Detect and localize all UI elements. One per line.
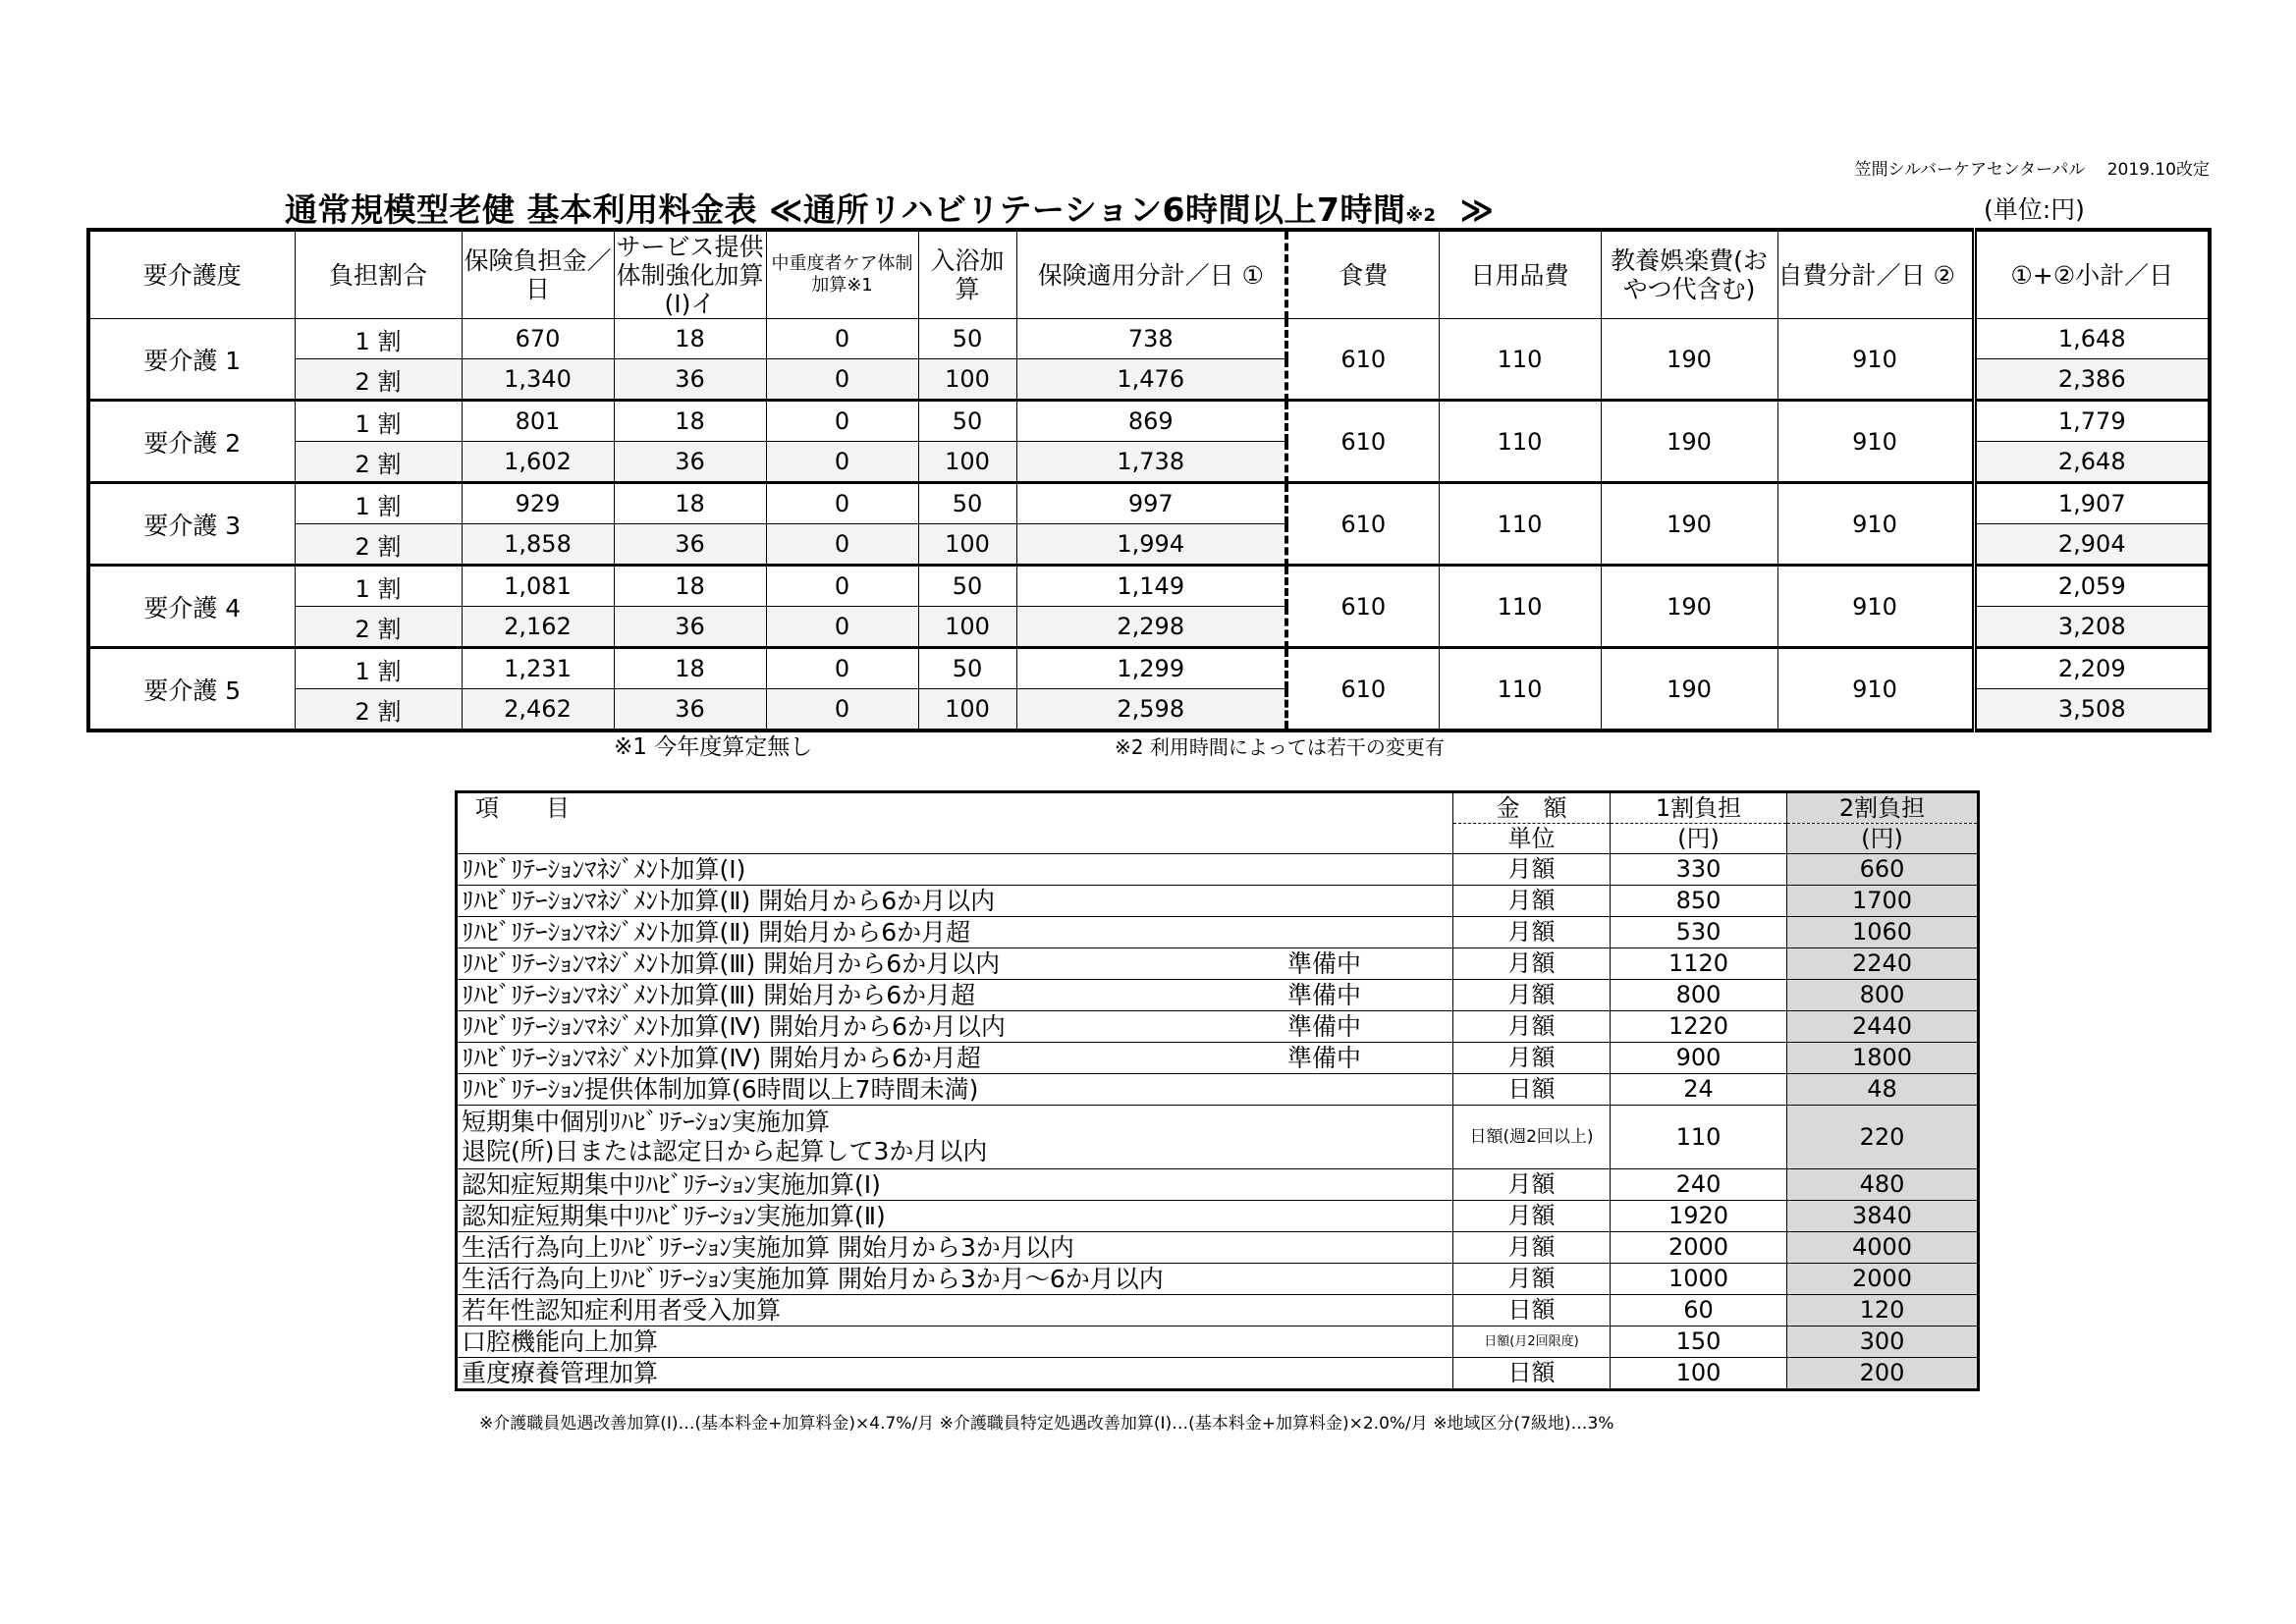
addon-status: 準備中 [1287,1012,1362,1041]
addon-two-fee: 2240 [1787,948,1979,980]
addon-item-label: ﾘﾊﾋﾞﾘﾃｰｼｮﾝﾏﾈｼﾞﾒﾝﾄ加算(Ⅰ) [462,855,746,884]
addon-two-fee: 300 [1787,1326,1979,1358]
col-grand-subtotal: ①+②小計／日 [1974,230,2210,319]
insurance-subtotal: 1,299 [1016,648,1286,689]
grand-subtotal: 2,648 [1974,442,2210,483]
care-addition: 0 [766,524,918,566]
title-main: 通常規模型老健 基本利用料金表 ≪通所リハビリテーション6時間以上7時間 [285,190,1406,229]
insurance-subtotal: 1,738 [1016,442,1286,483]
addon-two-fee: 120 [1787,1295,1979,1326]
leisure-fee: 190 [1601,483,1777,566]
insurance-subtotal: 2,298 [1016,607,1286,648]
col-burden-ratio: 負担割合 [295,230,462,319]
service-addition: 18 [614,566,766,607]
addon-unit: 月額 [1453,917,1611,948]
service-addition: 36 [614,442,766,483]
addon-one-fee: 1920 [1611,1201,1787,1232]
col-daily-goods: 日用品費 [1439,230,1601,319]
basic-fee-table [86,228,2212,732]
addon-two-fee: 660 [1787,854,1979,886]
care-addition: 0 [766,401,918,442]
burden-ratio: 1 割 [295,648,462,689]
addon-one-fee: 1120 [1611,948,1787,980]
insurance-burden: 1,858 [462,524,614,566]
col-care-addition: 中重度者ケア体制加算※1 [766,230,918,319]
insurance-burden: 1,340 [462,359,614,401]
addon-one-fee: 1220 [1611,1011,1787,1043]
col-leisure: 教養娯楽費(おやつ代含む) [1601,230,1777,319]
addon-unit: 月額 [1453,1264,1611,1295]
main-table-header [88,230,2210,319]
service-addition: 18 [614,319,766,359]
addon-unit: 月額 [1453,948,1611,980]
addon-item [457,1295,1453,1326]
addon-col-two-yen: (円) [1787,824,1979,854]
insurance-subtotal: 1,476 [1016,359,1286,401]
care-addition: 0 [766,483,918,524]
col-self-subtotal: 自費分計／日 ② [1777,230,1974,319]
page-title [285,185,1495,231]
addon-two-fee: 1700 [1787,886,1979,917]
addon-row [457,1201,1979,1232]
service-addition: 18 [614,648,766,689]
grand-subtotal: 1,779 [1974,401,2210,442]
addon-status: 準備中 [1287,1044,1362,1072]
meal-fee: 610 [1286,566,1439,648]
addon-two-fee: 1800 [1787,1043,1979,1074]
col-insurance-subtotal: 保険適用分計／日 ① [1016,230,1286,319]
daily-goods-fee: 110 [1439,319,1601,401]
addon-unit: 月額 [1453,1011,1611,1043]
addon-two-fee: 220 [1787,1106,1979,1169]
self-subtotal: 910 [1777,566,1974,648]
insurance-burden: 929 [462,483,614,524]
addon-unit: 月額 [1453,1232,1611,1264]
addon-item-label: 認知症短期集中ﾘﾊﾋﾞﾘﾃｰｼｮﾝ実施加算(Ⅱ) [462,1202,886,1230]
meal-fee: 610 [1286,483,1439,566]
bath-addition: 50 [918,483,1016,524]
addon-item-label: ﾘﾊﾋﾞﾘﾃｰｼｮﾝ提供体制加算(6時間以上7時間未満) [462,1075,979,1104]
addon-item [457,980,1453,1011]
insurance-burden: 1,231 [462,648,614,689]
addon-item-label: 生活行為向上ﾘﾊﾋﾞﾘﾃｰｼｮﾝ実施加算 開始月から3か月以内 [462,1233,1074,1262]
meal-fee: 610 [1286,401,1439,483]
care-addition: 0 [766,607,918,648]
addon-status: 準備中 [1287,981,1362,1009]
grand-subtotal: 1,648 [1974,319,2210,359]
insurance-subtotal: 1,149 [1016,566,1286,607]
leisure-fee: 190 [1601,401,1777,483]
addon-item [457,854,1453,886]
bath-addition: 50 [918,401,1016,442]
col-insurance-burden: 保険負担金／日 [462,230,614,319]
addon-col-unit: 単位 [1453,824,1611,854]
addon-item-label: 若年性認知症利用者受入加算 [462,1296,782,1325]
addon-unit: 月額 [1453,886,1611,917]
addon-unit: 月額 [1453,1043,1611,1074]
addon-row [457,886,1979,917]
addon-unit: 月額 [1453,1169,1611,1201]
unit-label: (単位:円) [1984,195,2085,224]
grand-subtotal: 2,386 [1974,359,2210,401]
leisure-fee: 190 [1601,566,1777,648]
insurance-burden: 1,602 [462,442,614,483]
addon-one-fee: 330 [1611,854,1787,886]
addon-item [457,886,1453,917]
addon-item-label: 口腔機能向上加算 [462,1327,659,1356]
note-2: ※2 利用時間によっては若干の変更有 [1115,735,1445,759]
self-subtotal: 910 [1777,319,1974,401]
addon-one-fee: 240 [1611,1169,1787,1201]
care-addition: 0 [766,319,918,359]
addon-item [457,1358,1453,1390]
insurance-subtotal: 2,598 [1016,689,1286,731]
addon-item [457,1169,1453,1201]
addon-two-fee: 800 [1787,980,1979,1011]
care-addition: 0 [766,359,918,401]
grand-subtotal: 3,208 [1974,607,2210,648]
addon-status: 準備中 [1287,949,1362,978]
col-meal: 食費 [1286,230,1439,319]
addon-one-fee: 110 [1611,1106,1787,1169]
addon-item-label: ﾘﾊﾋﾞﾘﾃｰｼｮﾝﾏﾈｼﾞﾒﾝﾄ加算(Ⅳ) 開始月から6か月超 [462,1044,981,1072]
care-level-row [88,401,2210,442]
addon-item-sublabel: 退院(所)日または認定日から起算して3か月以内 [462,1137,988,1165]
grand-subtotal: 2,059 [1974,566,2210,607]
service-addition: 18 [614,483,766,524]
leisure-fee: 190 [1601,319,1777,401]
addon-row [457,1232,1979,1264]
daily-goods-fee: 110 [1439,648,1601,731]
leisure-fee: 190 [1601,648,1777,731]
addon-two-fee: 2440 [1787,1011,1979,1043]
addon-two-fee: 480 [1787,1169,1979,1201]
burden-ratio: 1 割 [295,566,462,607]
daily-goods-fee: 110 [1439,483,1601,566]
addon-item [457,1043,1453,1074]
organization-and-revision-date: 笠間シルバーケアセンターパル 2019.10改定 [1854,160,2210,180]
grand-subtotal: 2,209 [1974,648,2210,689]
addon-item-label: ﾘﾊﾋﾞﾘﾃｰｼｮﾝﾏﾈｼﾞﾒﾝﾄ加算(Ⅳ) 開始月から6か月以内 [462,1012,1006,1041]
addon-item-label: 生活行為向上ﾘﾊﾋﾞﾘﾃｰｼｮﾝ実施加算 開始月から3か月～6か月以内 [462,1265,1164,1293]
insurance-burden: 2,462 [462,689,614,731]
care-level: 要介護 1 [88,319,295,401]
addon-two-fee: 48 [1787,1074,1979,1106]
addon-item-label: ﾘﾊﾋﾞﾘﾃｰｼｮﾝﾏﾈｼﾞﾒﾝﾄ加算(Ⅱ) 開始月から6か月超 [462,918,971,947]
addon-row [457,917,1979,948]
burden-ratio: 2 割 [295,607,462,648]
bath-addition: 100 [918,359,1016,401]
addon-item-label: ﾘﾊﾋﾞﾘﾃｰｼｮﾝﾏﾈｼﾞﾒﾝﾄ加算(Ⅲ) 開始月から6か月以内 [462,949,1001,978]
addon-unit: 月額 [1453,980,1611,1011]
insurance-burden: 1,081 [462,566,614,607]
bath-addition: 50 [918,648,1016,689]
addon-row [457,1326,1979,1358]
bath-addition: 100 [918,442,1016,483]
addon-two-fee: 1060 [1787,917,1979,948]
addon-row [457,1043,1979,1074]
addon-item-label: ﾘﾊﾋﾞﾘﾃｰｼｮﾝﾏﾈｼﾞﾒﾝﾄ加算(Ⅱ) 開始月から6か月以内 [462,887,996,915]
addon-row [457,1011,1979,1043]
self-subtotal: 910 [1777,401,1974,483]
addon-unit: 月額 [1453,854,1611,886]
care-level-row [88,319,2210,359]
addon-two-fee: 4000 [1787,1232,1979,1264]
addon-row [457,854,1979,886]
title-note-mark: ※2 [1405,205,1437,226]
care-addition: 0 [766,648,918,689]
burden-ratio: 1 割 [295,319,462,359]
addon-one-fee: 60 [1611,1295,1787,1326]
daily-goods-fee: 110 [1439,401,1601,483]
insurance-subtotal: 997 [1016,483,1286,524]
footnote: ※介護職員処遇改善加算(Ⅰ)…(基本料金+加算料金)×4.7%/月 ※介護職員特定処遇改善加算(Ⅰ)…(基本料金+加算料金)×2.0%/月 ※地域区分(7級地)…3% [479,1414,1614,1434]
service-addition: 36 [614,689,766,731]
addon-col-two: 2割負担 [1787,792,1979,824]
self-subtotal: 910 [1777,648,1974,731]
addon-col-amount: 金 額 [1453,792,1611,824]
care-addition: 0 [766,689,918,731]
addon-item [457,948,1453,980]
addon-item-label: 重度療養管理加算 [462,1359,659,1387]
addon-item [457,1106,1453,1169]
col-service-addition: サービス提供体制強化加算(Ⅰ)イ [614,230,766,319]
addon-two-fee: 2000 [1787,1264,1979,1295]
bath-addition: 100 [918,689,1016,731]
bath-addition: 50 [918,319,1016,359]
grand-subtotal: 2,904 [1974,524,2210,566]
addon-unit: 日額 [1453,1074,1611,1106]
addon-one-fee: 24 [1611,1074,1787,1106]
burden-ratio: 2 割 [295,359,462,401]
service-addition: 36 [614,359,766,401]
addon-one-fee: 900 [1611,1043,1787,1074]
care-addition: 0 [766,442,918,483]
addon-one-fee: 2000 [1611,1232,1787,1264]
addon-item-label: 短期集中個別ﾘﾊﾋﾞﾘﾃｰｼｮﾝ実施加算 [462,1108,831,1136]
addon-row [457,1169,1979,1201]
addon-row [457,1358,1979,1390]
care-level: 要介護 4 [88,566,295,648]
addon-header-row-1 [457,792,1979,824]
addon-one-fee: 100 [1611,1358,1787,1390]
addon-item-label: ﾘﾊﾋﾞﾘﾃｰｼｮﾝﾏﾈｼﾞﾒﾝﾄ加算(Ⅲ) 開始月から6か月超 [462,981,976,1009]
addon-item [457,1326,1453,1358]
addon-one-fee: 1000 [1611,1264,1787,1295]
addon-item [457,1201,1453,1232]
addon-unit: 日額(月2回限度) [1453,1326,1611,1358]
col-bath-addition: 入浴加算 [918,230,1016,319]
grand-subtotal: 3,508 [1974,689,2210,731]
addon-unit: 日額(週2回以上) [1453,1106,1611,1169]
addon-row [457,1264,1979,1295]
addon-item [457,1011,1453,1043]
addon-row [457,1106,1979,1169]
addon-one-fee: 530 [1611,917,1787,948]
care-level-row [88,648,2210,689]
addon-col-one-yen: (円) [1611,824,1787,854]
bath-addition: 50 [918,566,1016,607]
bath-addition: 100 [918,524,1016,566]
grand-subtotal: 1,907 [1974,483,2210,524]
addon-row [457,1074,1979,1106]
service-addition: 18 [614,401,766,442]
burden-ratio: 1 割 [295,401,462,442]
care-level: 要介護 5 [88,648,295,731]
self-subtotal: 910 [1777,483,1974,566]
insurance-burden: 801 [462,401,614,442]
burden-ratio: 1 割 [295,483,462,524]
title-close: ≫ [1459,190,1495,229]
addon-item [457,1264,1453,1295]
addon-two-fee: 200 [1787,1358,1979,1390]
care-level: 要介護 2 [88,401,295,483]
service-addition: 36 [614,607,766,648]
insurance-burden: 2,162 [462,607,614,648]
addon-one-fee: 800 [1611,980,1787,1011]
insurance-subtotal: 738 [1016,319,1286,359]
care-level-row [88,483,2210,524]
daily-goods-fee: 110 [1439,566,1601,648]
insurance-burden: 670 [462,319,614,359]
addon-item [457,1074,1453,1106]
addon-unit: 日額 [1453,1295,1611,1326]
insurance-subtotal: 1,994 [1016,524,1286,566]
note-1: ※1 今年度算定無し [614,734,813,760]
addon-two-fee: 3840 [1787,1201,1979,1232]
service-addition: 36 [614,524,766,566]
addon-item [457,1232,1453,1264]
addon-fee-table [455,790,1980,1391]
addon-item-label: 認知症短期集中ﾘﾊﾋﾞﾘﾃｰｼｮﾝ実施加算(Ⅰ) [462,1170,881,1199]
care-level-row [88,566,2210,607]
addon-unit: 月額 [1453,1201,1611,1232]
addon-item [457,917,1453,948]
care-addition: 0 [766,566,918,607]
care-level: 要介護 3 [88,483,295,566]
meal-fee: 610 [1286,648,1439,731]
addon-row [457,948,1979,980]
addon-row [457,980,1979,1011]
insurance-subtotal: 869 [1016,401,1286,442]
burden-ratio: 2 割 [295,524,462,566]
burden-ratio: 2 割 [295,689,462,731]
col-care-level: 要介護度 [88,230,295,319]
addon-unit: 日額 [1453,1358,1611,1390]
bath-addition: 100 [918,607,1016,648]
addon-one-fee: 850 [1611,886,1787,917]
addon-col-one: 1割負担 [1611,792,1787,824]
meal-fee: 610 [1286,319,1439,401]
burden-ratio: 2 割 [295,442,462,483]
addon-row [457,1295,1979,1326]
addon-one-fee: 150 [1611,1326,1787,1358]
addon-col-item: 項 目 [457,792,1453,854]
